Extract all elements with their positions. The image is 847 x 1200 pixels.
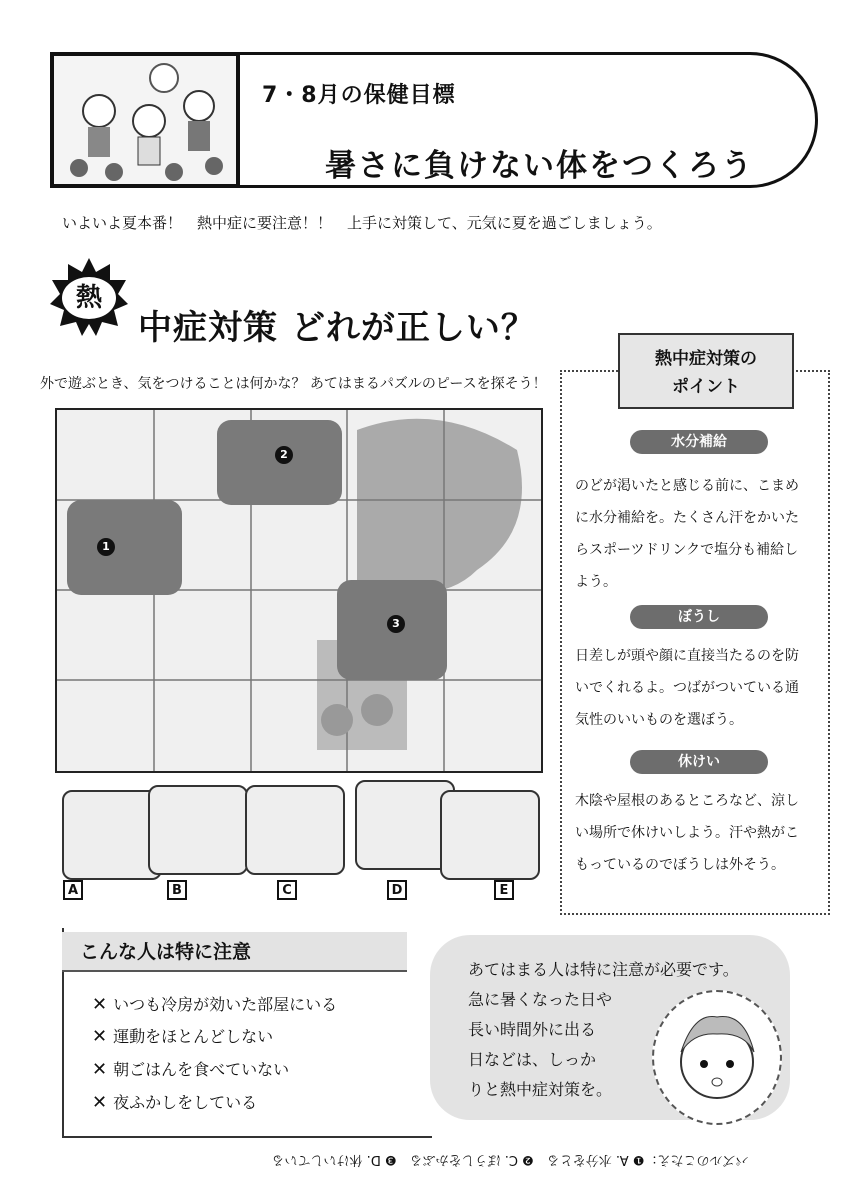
piece-label-e: E [494, 880, 514, 900]
puzzle-piece-b[interactable] [148, 785, 248, 875]
caution-item: ✕ 夜ふかしをしている [92, 1092, 258, 1113]
puzzle-piece-e[interactable] [440, 790, 540, 880]
caution-item: ✕ 朝ごはんを食べていない [92, 1059, 290, 1080]
x-mark-icon: ✕ [92, 994, 108, 1015]
piece-label-c: C [277, 880, 297, 900]
goal-title: 暑さに負けない体をつくろう [325, 148, 754, 184]
hole-number-1: 1 [97, 538, 115, 556]
puzzle-instruction: 外で遊ぶとき、気をつけることは何かな？ あてはまるパズルのピースを探そう！ [40, 376, 547, 392]
point-text-rest: 木陰や屋根のあるところなど、涼しい場所で休けいしよう。汗や熱がこもっているのでぼうしは外そう。 [575, 793, 799, 873]
heading-title: 中症対策 どれが正しい？ [138, 308, 536, 348]
heading-badge-text: 熱 [62, 277, 116, 319]
bubble-line: りと熱中症対策を。 [468, 1080, 613, 1099]
point-label-rest: 休けい [630, 750, 768, 774]
caution-title: こんな人は特に注意 [62, 932, 407, 972]
answer-key: パズルのこたえ：❶ A. 水分をとる ❷ C. ぼうしをかぶる ❸ D. 休けいしている [271, 1152, 749, 1167]
point-label-hat: ぼうし [630, 605, 768, 629]
bubble-line: 日などは、しっか [468, 1050, 597, 1069]
puzzle-piece-c[interactable] [245, 785, 345, 875]
piece-label-a: A [63, 880, 83, 900]
points-title-line-1: 熱中症対策の [655, 349, 757, 369]
x-mark-icon: ✕ [92, 1059, 108, 1080]
point-text-hat: 日差しが頭や顔に直接当たるのを防いでくれるよ。つばがついている通気性のいいものを選ぼう。 [575, 648, 799, 728]
caution-item: ✕ いつも冷房が効いた部屋にいる [92, 994, 338, 1015]
hole-number-3: 3 [387, 615, 405, 633]
caution-item: ✕ 運動をほとんどしない [92, 1026, 274, 1047]
points-title [618, 333, 794, 409]
goal-label: 7・8月の保健目標 [262, 83, 456, 108]
bubble-line: あてはまる人は特に注意が必要です。 [468, 960, 739, 979]
puzzle-hole-1 [67, 500, 182, 595]
children-illustration [50, 52, 240, 188]
point-text-water: のどが渇いたと感じる前に、こまめに水分補給を。たくさん汗をかいたらスポーツドリンクで塩分も補給しよう。 [575, 478, 799, 590]
intro-text: いよいよ夏本番！ 熱中症に要注意！！ 上手に対策して、元気に夏を過ごしましょう。 [62, 214, 662, 232]
girl-face-illustration [652, 990, 782, 1125]
x-mark-icon: ✕ [92, 1092, 108, 1113]
points-title-line-2: ポイント [672, 377, 740, 397]
puzzle-piece-a[interactable] [62, 790, 162, 880]
bubble-line: 急に暑くなった日や [468, 990, 613, 1009]
piece-label-d: D [387, 880, 407, 900]
bubble-line: 長い時間外に出る [468, 1020, 597, 1039]
piece-label-b: B [167, 880, 187, 900]
hole-number-2: 2 [275, 446, 293, 464]
puzzle-board [55, 408, 543, 773]
point-label-water: 水分補給 [630, 430, 768, 454]
x-mark-icon: ✕ [92, 1026, 108, 1047]
